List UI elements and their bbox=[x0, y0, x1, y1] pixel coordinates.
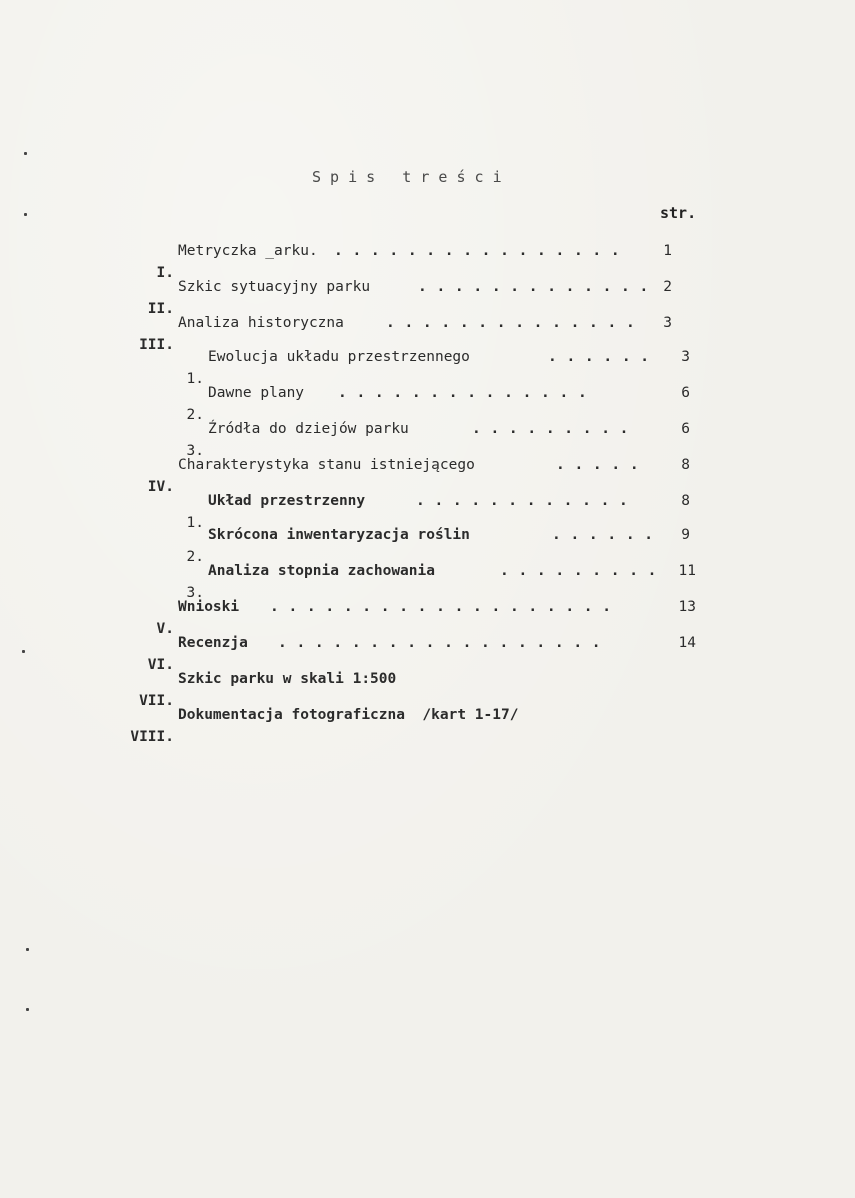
toc-entry-page: 8 bbox=[681, 493, 690, 509]
toc-entry-page: 13 bbox=[678, 599, 696, 615]
toc-entry-leader: . . . . . . . . . . . . . . bbox=[386, 315, 636, 331]
toc-entry-page: 6 bbox=[681, 421, 690, 437]
toc-entry-label: Analiza stopnia zachowania bbox=[208, 563, 435, 579]
toc-entry-number: I. bbox=[156, 265, 174, 281]
margin-mark bbox=[24, 152, 27, 155]
toc-entry-label: Analiza historyczna bbox=[178, 315, 344, 331]
toc-entry bbox=[139, 312, 698, 353]
toc-entry-label: Dokumentacja fotograficzna /kart 1-17/ bbox=[178, 707, 519, 723]
toc-entry-page: 6 bbox=[681, 385, 690, 401]
toc-entry bbox=[186, 490, 698, 531]
toc-entry-label: Dawne plany bbox=[208, 385, 305, 401]
toc-entry-page: 14 bbox=[678, 635, 696, 651]
toc-entry-leader: . . . . . . bbox=[552, 527, 654, 543]
toc-entry-page: 1 bbox=[663, 243, 672, 259]
toc-entry bbox=[130, 704, 698, 745]
toc-entry-page: 8 bbox=[681, 457, 690, 473]
toc-entry bbox=[147, 454, 698, 495]
toc-entry-number: 3. bbox=[186, 443, 204, 459]
toc-entry-label: Recenzja bbox=[178, 635, 248, 651]
toc-entry-leader: . . . . . . . . . bbox=[472, 421, 629, 437]
toc-entry-number: 1. bbox=[186, 515, 204, 531]
toc-entry-number: 2. bbox=[186, 407, 204, 423]
toc-entry-number: II. bbox=[147, 301, 174, 317]
toc-entry-number: 1. bbox=[186, 371, 204, 387]
margin-mark bbox=[24, 213, 27, 216]
page-column-label: str. bbox=[660, 204, 697, 222]
toc-entry-leader: . . . . . . . . . . . . . . . . bbox=[334, 243, 621, 259]
toc-entry-leader: . . . . . . . . . bbox=[500, 563, 657, 579]
toc-entry-leader: . . . . . . . . . . . . . . . . . . bbox=[278, 635, 602, 651]
toc-entry-number: VII. bbox=[139, 693, 174, 709]
toc-entry bbox=[139, 668, 698, 709]
toc-entry-number: 3. bbox=[186, 585, 204, 601]
toc-entry-page: 3 bbox=[663, 315, 672, 331]
toc-entry-label: Metryczka _arku. bbox=[178, 243, 318, 259]
toc-entry-label: Źródła do dziejów parku bbox=[208, 421, 409, 437]
toc-entry-number: VIII. bbox=[130, 729, 174, 745]
margin-mark bbox=[26, 1008, 29, 1011]
margin-mark bbox=[22, 650, 25, 653]
toc-entry-label: Ewolucja układu przestrzennego bbox=[208, 349, 470, 365]
toc-entry-leader: . . . . . . . . . . . . . . . . . . . bbox=[270, 599, 612, 615]
toc-entry bbox=[186, 524, 698, 565]
toc-entry-label: Szkic sytuacyjny parku bbox=[178, 279, 371, 295]
toc-entry bbox=[156, 596, 698, 637]
toc-entry bbox=[186, 418, 698, 459]
toc-entry-page: 11 bbox=[678, 563, 696, 579]
toc-entry-number: III. bbox=[139, 337, 174, 353]
toc-entry bbox=[186, 346, 698, 387]
toc-title: S p i s t r e ś c i bbox=[312, 168, 502, 186]
toc-entry-leader: . . . . . . . . . . . . . . bbox=[338, 385, 588, 401]
toc-entry-leader: . . . . . . bbox=[548, 349, 650, 365]
toc-entry bbox=[147, 632, 698, 673]
toc-entry bbox=[156, 240, 698, 281]
toc-entry-number: V. bbox=[156, 621, 174, 637]
toc-entry-label: Układ przestrzenny bbox=[208, 493, 366, 509]
toc-entry bbox=[186, 382, 698, 423]
margin-mark bbox=[26, 948, 29, 951]
toc-entry-label: Wnioski bbox=[178, 599, 240, 615]
toc-entry-label: Charakterystyka stanu istniejącego bbox=[178, 457, 475, 473]
toc-entry-label: Szkic parku w skali 1:500 bbox=[178, 671, 397, 687]
toc-entry bbox=[147, 276, 698, 317]
toc-entry-leader: . . . . . . . . . . . . . bbox=[418, 279, 649, 295]
toc-entry-label: Skrócona inwentaryzacja roślin bbox=[208, 527, 470, 543]
toc-entry-leader: . . . . . . . . . . . . bbox=[416, 493, 629, 509]
toc-entry-leader: . . . . . bbox=[556, 457, 640, 473]
toc-entry bbox=[186, 560, 698, 601]
toc-entry-page: 2 bbox=[663, 279, 672, 295]
toc-entry-number: 2. bbox=[186, 549, 204, 565]
toc-entry-page: 3 bbox=[681, 349, 690, 365]
toc-entry-number: VI. bbox=[147, 657, 174, 673]
toc-entry-number: IV. bbox=[147, 479, 174, 495]
toc-entry-page: 9 bbox=[681, 527, 690, 543]
